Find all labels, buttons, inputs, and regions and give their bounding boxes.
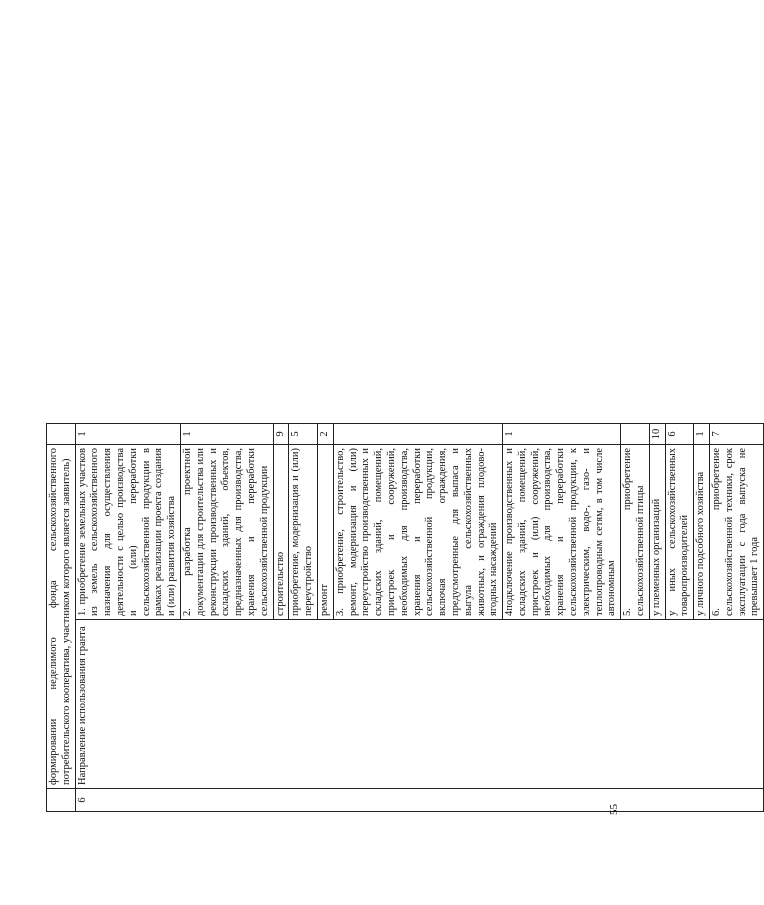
item-5-sub-1-value: 10	[649, 424, 665, 445]
item-3-sub-3-text: ремонт	[317, 445, 333, 620]
item-5-text: 5. приобретение сельскохозяйственной птицы	[621, 445, 650, 620]
item-3-sub-2-text: приобретение, модернизация и (или) переустройство	[289, 445, 318, 620]
item-5-sub-3-value: 1	[694, 424, 710, 445]
item-3-sub-1-value: 9	[273, 424, 289, 445]
item-1-text: 1. приобретение земельных участков из земель сельскохозяйственного назначения для осуществления деятельности с целью производства и (или) переработки сельскохозяйственной продукции в рамках реализации проекта создания и (или) развития хозяйства	[75, 445, 180, 620]
item-3-sub-1-text: строительство	[273, 445, 289, 620]
item-2-value: 1	[180, 424, 273, 445]
value-cell	[621, 424, 650, 445]
item-5-sub-2-text: у иных сельскохозяйственных товаропроизводителей	[665, 445, 694, 620]
item-1-value: 1	[75, 424, 180, 445]
item-2-text: 2. разработка проектной документации для строительства или реконструкции производственных и складских зданий, объектов, предназначенных для производства, хранения и переработки сельскохозяйственной продукции	[180, 445, 273, 620]
item-5-sub-2-value: 6	[665, 424, 694, 445]
row-number-cell	[47, 789, 76, 812]
item-5-sub-3-text: у личного подсобного хозяйства	[694, 445, 710, 620]
row-label: Направление использования гранта	[75, 620, 764, 789]
item-3-text: 3. приобретение, строительство, ремонт, модернизация и (или) переустройство производственных и складских зданий, помещений, пристроек и сооружений, необходимых для производства, хранения и переработки сельскохозяйственной продукции, включая ограждения, предусмотренные для выпаса и выгула сельскохозяйственных животных, и ограждения плодово-ягодных насаждений	[333, 445, 502, 620]
item-6-sub-1-text: срок эксплуатации с года выпуска не превышает 1 года	[723, 447, 761, 616]
row-number: 6	[75, 789, 764, 812]
item-6-sub-1-value: 7	[710, 424, 764, 445]
item-4-text: 4подключение производственных и складских зданий, помещений, пристроек и (или) сооружений, необходимых для производства, хранения и переработки сельскохозяйственной продукции, к электрическим, водо-, газо- и теплопроводным сетям, в том числе автономным	[503, 445, 621, 620]
item-5-sub-1-text: у племенных организаций	[649, 445, 665, 620]
table-row	[47, 424, 76, 812]
item-3-sub-2-value: 5	[289, 424, 318, 445]
value-cell	[333, 424, 502, 445]
item-6-label: 6. приобретение сельскохозяйственной техники,	[711, 448, 735, 616]
value-cell	[47, 424, 76, 445]
header-text: формировании неделимого фонда сельскохозяйственного потребительского кооператива, участником которого является заявитель)	[47, 445, 76, 789]
item-3-sub-3-value: 2	[317, 424, 333, 445]
item-6-text	[710, 445, 764, 620]
item-4-value: 1	[503, 424, 621, 445]
page-number: 55	[608, 804, 620, 815]
table-row	[75, 424, 180, 812]
grant-table	[46, 423, 764, 812]
